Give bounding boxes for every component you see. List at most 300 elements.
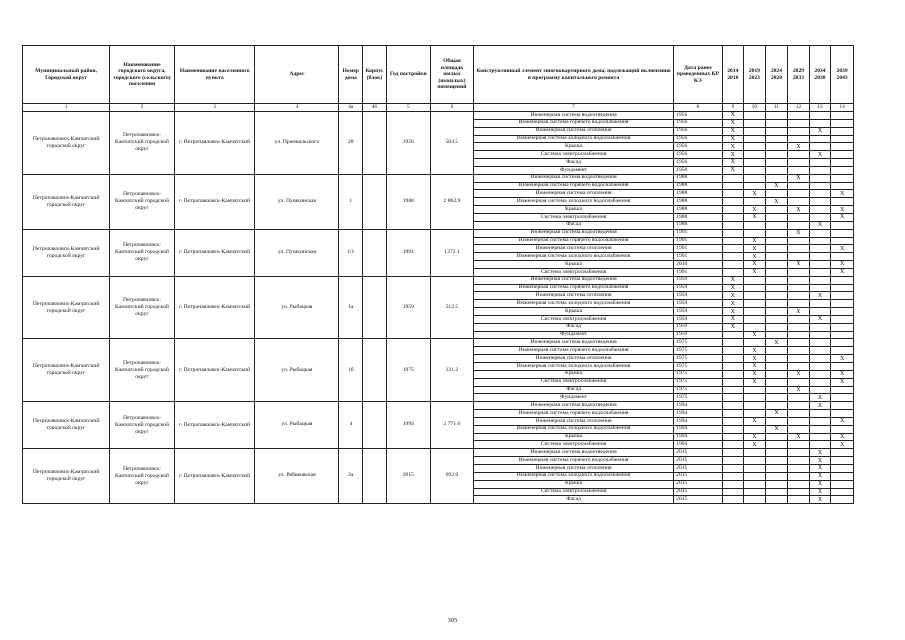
- period-empty-cell: [831, 402, 854, 410]
- last-repair-year-cell: 1988: [674, 221, 722, 229]
- last-repair-year-cell: 1975: [674, 363, 722, 371]
- period-empty-cell: [831, 159, 854, 167]
- period-empty-cell: [831, 221, 854, 229]
- last-repair-year-cell: 1988: [674, 190, 722, 198]
- period-empty-cell: [809, 339, 831, 347]
- last-repair-year-cell: 1956: [674, 112, 722, 120]
- period-mark-cell: X: [809, 488, 831, 496]
- column-numbering-row: [23, 104, 854, 112]
- period-empty-cell: [765, 276, 788, 284]
- element-name-cell: Инженерная система холодного водоснабжения: [473, 363, 673, 371]
- period-mark-cell: X: [788, 206, 810, 214]
- period-empty-cell: [744, 394, 766, 402]
- period-empty-cell: [788, 253, 810, 261]
- period-empty-cell: [765, 363, 788, 371]
- period-empty-cell: [722, 370, 744, 378]
- period-empty-cell: [831, 308, 854, 316]
- building-cell: [363, 276, 387, 339]
- period-mark-cell: X: [831, 245, 854, 253]
- period-empty-cell: [765, 245, 788, 253]
- period-mark-cell: X: [809, 292, 831, 300]
- period-empty-cell: [809, 410, 831, 418]
- last-repair-year-cell: 1975: [674, 394, 722, 402]
- element-name-cell: Инженерная система горячего водоснабжения: [473, 347, 673, 355]
- element-name-cell: Система электроснабжения: [473, 378, 673, 386]
- period-mark-cell: X: [809, 127, 831, 135]
- period-empty-cell: [722, 402, 744, 410]
- last-repair-year-cell: 1959: [674, 315, 722, 323]
- period-empty-cell: [722, 261, 744, 269]
- period-empty-cell: [831, 339, 854, 347]
- area-cell: 2 771.6: [430, 402, 473, 449]
- header-building: Корпус (блок): [363, 46, 387, 104]
- period-empty-cell: [809, 284, 831, 292]
- last-repair-year-cell: 1975: [674, 339, 722, 347]
- city-cell: Петропавловск-Камчатский городской округ: [110, 174, 175, 229]
- period-empty-cell: [744, 151, 766, 159]
- last-repair-year-cell: 1991: [674, 229, 722, 237]
- period-empty-cell: [831, 284, 854, 292]
- period-empty-cell: [765, 300, 788, 308]
- last-repair-year-cell: 1959: [674, 308, 722, 316]
- building-cell: [363, 112, 387, 175]
- period-mark-cell: X: [744, 355, 766, 363]
- last-repair-year-cell: 1991: [674, 237, 722, 245]
- period-empty-cell: [765, 237, 788, 245]
- period-empty-cell: [722, 410, 744, 418]
- header-area: Общая площадь жилых (нежилых) помещений: [430, 46, 473, 104]
- period-empty-cell: [722, 339, 744, 347]
- table-row: [23, 229, 854, 237]
- period-empty-cell: [809, 261, 831, 269]
- year-built-cell: 1988: [386, 174, 430, 229]
- period-empty-cell: [722, 457, 744, 465]
- period-empty-cell: [765, 159, 788, 167]
- period-empty-cell: [788, 151, 810, 159]
- period-empty-cell: [831, 410, 854, 418]
- period-mark-cell: X: [722, 300, 744, 308]
- column-number: 1: [23, 104, 110, 112]
- period-empty-cell: [744, 425, 766, 433]
- period-mark-cell: X: [788, 308, 810, 316]
- element-name-cell: Фасад: [473, 323, 673, 331]
- period-empty-cell: [744, 410, 766, 418]
- period-mark-cell: X: [809, 472, 831, 480]
- period-empty-cell: [831, 143, 854, 151]
- period-empty-cell: [809, 237, 831, 245]
- locality-cell: г. Петропавловск-Камчатский: [174, 339, 255, 402]
- period-empty-cell: [722, 496, 744, 504]
- period-empty-cell: [722, 331, 744, 339]
- period-empty-cell: [765, 370, 788, 378]
- municipality-cell: Петропавловск-Камчатский городской округ: [23, 276, 110, 339]
- municipality-cell: Петропавловск-Камчатский городской округ: [23, 402, 110, 449]
- building-cell: [363, 339, 387, 402]
- period-empty-cell: [765, 268, 788, 276]
- period-empty-cell: [744, 480, 766, 488]
- period-empty-cell: [809, 245, 831, 253]
- period-empty-cell: [765, 315, 788, 323]
- period-empty-cell: [788, 449, 810, 457]
- last-repair-year-cell: 1959: [674, 331, 722, 339]
- period-empty-cell: [831, 315, 854, 323]
- period-empty-cell: [722, 198, 744, 206]
- element-name-cell: Инженерная система холодного водоснабжения: [473, 198, 673, 206]
- period-empty-cell: [809, 182, 831, 190]
- period-empty-cell: [722, 394, 744, 402]
- period-mark-cell: X: [831, 417, 854, 425]
- period-mark-cell: X: [744, 213, 766, 221]
- locality-cell: г. Петропавловск-Камчатский: [174, 174, 255, 229]
- element-name-cell: Фундамент: [473, 394, 673, 402]
- municipality-cell: Петропавловск-Камчатский городской округ: [23, 229, 110, 276]
- last-repair-year-cell: 1991: [674, 245, 722, 253]
- period-empty-cell: [722, 378, 744, 386]
- period-empty-cell: [788, 198, 810, 206]
- element-name-cell: Инженерная система горячего водоснабжения: [473, 237, 673, 245]
- period-mark-cell: X: [831, 433, 854, 441]
- address-cell: ул. Рябиковская: [255, 449, 339, 504]
- period-empty-cell: [788, 190, 810, 198]
- last-repair-year-cell: 2015: [674, 488, 722, 496]
- element-name-cell: Инженерная система холодного водоснабжения: [473, 300, 673, 308]
- element-name-cell: Инженерная система отопления: [473, 464, 673, 472]
- period-empty-cell: [831, 457, 854, 465]
- period-empty-cell: [809, 135, 831, 143]
- column-number: 14: [831, 104, 854, 112]
- period-mark-cell: X: [744, 206, 766, 214]
- period-empty-cell: [788, 472, 810, 480]
- last-repair-year-cell: 1975: [674, 378, 722, 386]
- period-empty-cell: [788, 245, 810, 253]
- column-number: 10: [744, 104, 766, 112]
- period-empty-cell: [788, 339, 810, 347]
- period-empty-cell: [809, 308, 831, 316]
- period-empty-cell: [722, 347, 744, 355]
- period-empty-cell: [722, 206, 744, 214]
- column-number: 7: [473, 104, 673, 112]
- period-empty-cell: [809, 363, 831, 371]
- period-empty-cell: [744, 323, 766, 331]
- period-empty-cell: [765, 355, 788, 363]
- period-mark-cell: X: [765, 410, 788, 418]
- period-empty-cell: [831, 229, 854, 237]
- period-empty-cell: [788, 221, 810, 229]
- period-empty-cell: [722, 245, 744, 253]
- column-number: 2: [110, 104, 175, 112]
- period-empty-cell: [788, 331, 810, 339]
- table-row: [23, 174, 854, 182]
- year-built-cell: 2015: [386, 449, 430, 504]
- header-period: 2039 2043: [831, 46, 854, 104]
- period-mark-cell: X: [831, 213, 854, 221]
- last-repair-year-cell: 2015: [674, 472, 722, 480]
- period-empty-cell: [831, 127, 854, 135]
- period-empty-cell: [744, 402, 766, 410]
- table-row: [23, 339, 854, 347]
- period-mark-cell: X: [831, 441, 854, 449]
- last-repair-year-cell: 1975: [674, 355, 722, 363]
- period-empty-cell: [765, 221, 788, 229]
- period-empty-cell: [831, 166, 854, 174]
- last-repair-year-cell: 1959: [674, 292, 722, 300]
- period-empty-cell: [788, 355, 810, 363]
- area-cell: 512.5: [430, 276, 473, 339]
- period-empty-cell: [722, 433, 744, 441]
- period-mark-cell: X: [788, 386, 810, 394]
- period-mark-cell: X: [722, 112, 744, 120]
- period-empty-cell: [788, 237, 810, 245]
- period-mark-cell: X: [809, 480, 831, 488]
- period-empty-cell: [765, 253, 788, 261]
- period-empty-cell: [722, 363, 744, 371]
- period-empty-cell: [744, 472, 766, 480]
- period-empty-cell: [788, 363, 810, 371]
- period-mark-cell: X: [831, 378, 854, 386]
- period-empty-cell: [788, 292, 810, 300]
- element-name-cell: Инженерная система отопления: [473, 417, 673, 425]
- header-address: Адрес: [255, 46, 339, 104]
- column-number: 5: [386, 104, 430, 112]
- element-name-cell: Инженерная система водоотведения: [473, 276, 673, 284]
- period-empty-cell: [765, 402, 788, 410]
- period-empty-cell: [765, 323, 788, 331]
- year-built-cell: 1991: [386, 229, 430, 276]
- period-empty-cell: [788, 464, 810, 472]
- last-repair-year-cell: 2015: [674, 464, 722, 472]
- municipality-cell: Петропавловск-Камчатский городской округ: [23, 449, 110, 504]
- element-name-cell: Инженерная система горячего водоснабжения: [473, 182, 673, 190]
- period-empty-cell: [788, 135, 810, 143]
- header-period: 2014 2018: [722, 46, 744, 104]
- table-header: [23, 46, 854, 112]
- period-mark-cell: X: [722, 308, 744, 316]
- locality-cell: г. Петропавловск-Камчатский: [174, 449, 255, 504]
- period-mark-cell: X: [722, 315, 744, 323]
- period-mark-cell: X: [722, 166, 744, 174]
- last-repair-year-cell: 1959: [674, 300, 722, 308]
- period-mark-cell: X: [722, 292, 744, 300]
- last-repair-year-cell: 1956: [674, 151, 722, 159]
- period-empty-cell: [765, 472, 788, 480]
- column-number: 6: [430, 104, 473, 112]
- period-empty-cell: [722, 386, 744, 394]
- period-empty-cell: [744, 292, 766, 300]
- period-empty-cell: [788, 276, 810, 284]
- element-name-cell: Инженерная система водоотведения: [473, 229, 673, 237]
- period-empty-cell: [744, 198, 766, 206]
- period-empty-cell: [744, 135, 766, 143]
- house-number-cell: 2а: [339, 449, 363, 504]
- element-name-cell: Инженерная система горячего водоснабжения: [473, 457, 673, 465]
- period-empty-cell: [765, 174, 788, 182]
- period-empty-cell: [722, 253, 744, 261]
- header-locality: Наименование населенного пункта: [174, 46, 255, 104]
- period-empty-cell: [809, 425, 831, 433]
- period-empty-cell: [744, 221, 766, 229]
- period-empty-cell: [788, 378, 810, 386]
- element-name-cell: Инженерная система холодного водоснабжения: [473, 253, 673, 261]
- address-cell: ул. Рыбацкая: [255, 339, 339, 402]
- last-repair-year-cell: 1994: [674, 410, 722, 418]
- house-number-cell: 1: [339, 174, 363, 229]
- period-empty-cell: [722, 221, 744, 229]
- header-house: Номер дома: [339, 46, 363, 104]
- period-empty-cell: [744, 449, 766, 457]
- municipality-cell: Петропавловск-Камчатский городской округ: [23, 174, 110, 229]
- period-empty-cell: [788, 300, 810, 308]
- element-name-cell: Крыша: [473, 143, 673, 151]
- locality-cell: г. Петропавловск-Камчатский: [174, 112, 255, 175]
- period-empty-cell: [765, 229, 788, 237]
- element-name-cell: Крыша: [473, 206, 673, 214]
- period-empty-cell: [788, 347, 810, 355]
- period-empty-cell: [722, 268, 744, 276]
- period-empty-cell: [765, 190, 788, 198]
- period-empty-cell: [788, 441, 810, 449]
- area-cell: 121.2: [430, 339, 473, 402]
- period-empty-cell: [744, 464, 766, 472]
- period-mark-cell: X: [722, 284, 744, 292]
- period-mark-cell: X: [809, 496, 831, 504]
- period-empty-cell: [722, 449, 744, 457]
- address-cell: ул. Рыбацкая: [255, 276, 339, 339]
- period-mark-cell: X: [831, 370, 854, 378]
- period-empty-cell: [831, 253, 854, 261]
- period-empty-cell: [809, 370, 831, 378]
- period-mark-cell: X: [765, 198, 788, 206]
- period-mark-cell: X: [831, 206, 854, 214]
- period-mark-cell: X: [809, 449, 831, 457]
- period-empty-cell: [744, 127, 766, 135]
- municipality-cell: Петропавловск-Камчатский городской округ: [23, 112, 110, 175]
- period-empty-cell: [809, 323, 831, 331]
- period-empty-cell: [744, 457, 766, 465]
- header-element: Конструктивный элемент многоквартирного дома, подлежащий включению в программу капитального ремонта: [473, 46, 673, 104]
- period-mark-cell: X: [765, 425, 788, 433]
- period-empty-cell: [831, 480, 854, 488]
- header-year-built: Год постройки: [386, 46, 430, 104]
- locality-cell: г. Петропавловск-Камчатский: [174, 402, 255, 449]
- period-empty-cell: [765, 378, 788, 386]
- period-empty-cell: [765, 464, 788, 472]
- element-name-cell: Инженерная система холодного водоснабжения: [473, 135, 673, 143]
- period-empty-cell: [744, 174, 766, 182]
- period-mark-cell: X: [722, 276, 744, 284]
- period-empty-cell: [809, 378, 831, 386]
- element-name-cell: Крыша: [473, 370, 673, 378]
- period-mark-cell: X: [744, 417, 766, 425]
- period-empty-cell: [831, 425, 854, 433]
- period-empty-cell: [788, 410, 810, 418]
- city-cell: Петропавловск-Камчатский городской округ: [110, 449, 175, 504]
- period-empty-cell: [765, 119, 788, 127]
- period-empty-cell: [831, 237, 854, 245]
- period-empty-cell: [765, 261, 788, 269]
- element-name-cell: Система электроснабжения: [473, 151, 673, 159]
- period-empty-cell: [722, 182, 744, 190]
- element-name-cell: Фундамент: [473, 331, 673, 339]
- period-empty-cell: [809, 433, 831, 441]
- period-mark-cell: X: [744, 347, 766, 355]
- period-empty-cell: [722, 441, 744, 449]
- period-empty-cell: [809, 276, 831, 284]
- city-cell: Петропавловск-Камчатский городской округ: [110, 402, 175, 449]
- element-name-cell: Крыша: [473, 308, 673, 316]
- period-empty-cell: [809, 300, 831, 308]
- period-empty-cell: [809, 229, 831, 237]
- last-repair-year-cell: 1994: [674, 441, 722, 449]
- element-name-cell: Фасад: [473, 496, 673, 504]
- period-empty-cell: [765, 206, 788, 214]
- address-cell: ул. Пушкинская: [255, 174, 339, 229]
- period-mark-cell: X: [722, 135, 744, 143]
- period-empty-cell: [788, 166, 810, 174]
- period-empty-cell: [809, 143, 831, 151]
- city-cell: Петропавловск-Камчатский городской округ: [110, 229, 175, 276]
- period-mark-cell: X: [788, 174, 810, 182]
- last-repair-year-cell: 1988: [674, 206, 722, 214]
- last-repair-year-cell: 1956: [674, 119, 722, 127]
- period-empty-cell: [831, 151, 854, 159]
- element-name-cell: Система электроснабжения: [473, 213, 673, 221]
- area-cell: 1372.1: [430, 229, 473, 276]
- locality-cell: г. Петропавловск-Камчатский: [174, 276, 255, 339]
- building-cell: [363, 402, 387, 449]
- period-empty-cell: [744, 182, 766, 190]
- element-name-cell: Инженерная система водоотведения: [473, 402, 673, 410]
- period-empty-cell: [744, 284, 766, 292]
- period-empty-cell: [831, 174, 854, 182]
- header-municipality: Муниципальный район, Городской округ: [23, 46, 110, 104]
- repair-program-table: [22, 45, 854, 504]
- period-empty-cell: [788, 457, 810, 465]
- period-empty-cell: [744, 276, 766, 284]
- last-repair-year-cell: 2015: [674, 449, 722, 457]
- element-name-cell: Инженерная система отопления: [473, 190, 673, 198]
- period-empty-cell: [831, 119, 854, 127]
- period-mark-cell: X: [722, 127, 744, 135]
- address-cell: ул. Пржевальского: [255, 112, 339, 175]
- element-name-cell: Инженерная система отопления: [473, 245, 673, 253]
- period-mark-cell: X: [809, 402, 831, 410]
- period-empty-cell: [788, 268, 810, 276]
- period-empty-cell: [809, 190, 831, 198]
- period-empty-cell: [831, 386, 854, 394]
- house-number-cell: 1б: [339, 339, 363, 402]
- header-period: 2034 2038: [809, 46, 831, 104]
- period-empty-cell: [831, 198, 854, 206]
- last-repair-year-cell: 2010: [674, 261, 722, 269]
- last-repair-year-cell: 1991: [674, 268, 722, 276]
- element-name-cell: Фасад: [473, 386, 673, 394]
- period-empty-cell: [809, 386, 831, 394]
- last-repair-year-cell: 1994: [674, 433, 722, 441]
- element-name-cell: Фасад: [473, 221, 673, 229]
- period-empty-cell: [788, 213, 810, 221]
- period-mark-cell: X: [788, 143, 810, 151]
- last-repair-year-cell: 1956: [674, 127, 722, 135]
- period-mark-cell: X: [722, 323, 744, 331]
- year-built-cell: 1956: [386, 112, 430, 175]
- period-empty-cell: [831, 276, 854, 284]
- period-empty-cell: [788, 159, 810, 167]
- header-city: Наименование городского округа, городского (сельского) поселения: [110, 46, 175, 104]
- period-mark-cell: X: [788, 261, 810, 269]
- period-mark-cell: X: [809, 457, 831, 465]
- period-empty-cell: [765, 331, 788, 339]
- period-mark-cell: X: [788, 433, 810, 441]
